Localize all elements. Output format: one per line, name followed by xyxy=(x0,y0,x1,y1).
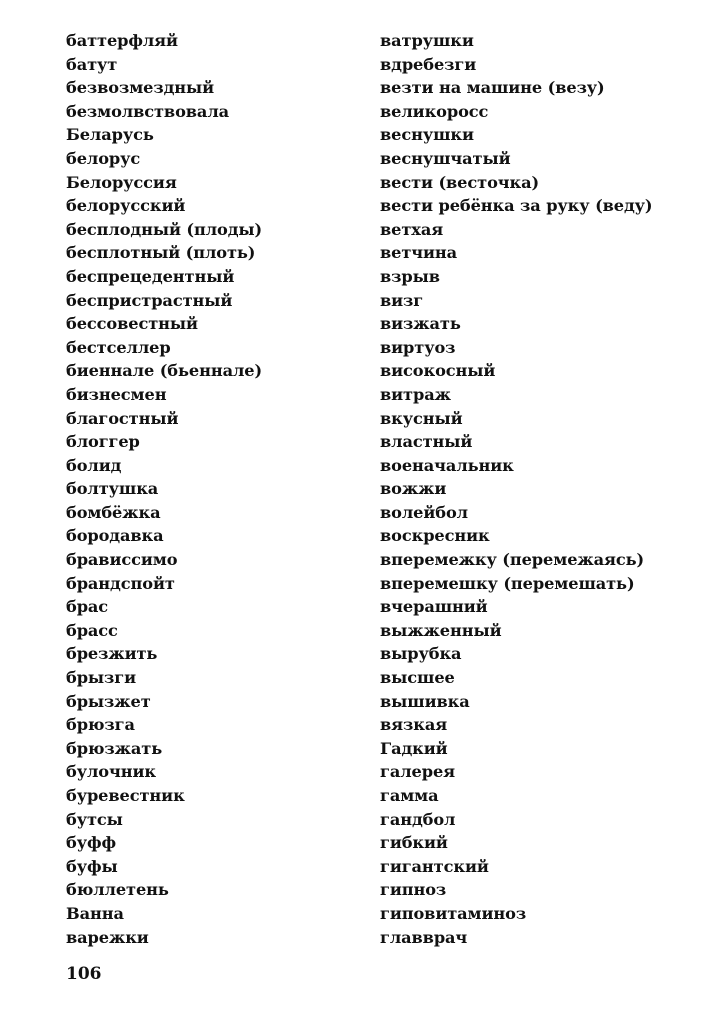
word-entry: бизнесмен xyxy=(66,384,167,404)
word-entry: бессовестный xyxy=(66,314,198,334)
word-entry: визг xyxy=(380,290,424,310)
word-entry: брюзжать xyxy=(66,738,163,758)
word-entry: гамма xyxy=(380,786,439,805)
word-entry: бомбёжка xyxy=(66,502,161,522)
word-entry: брызги xyxy=(66,668,136,688)
word-entry: булочник xyxy=(66,762,156,782)
word-entry: брас xyxy=(66,597,109,617)
word-entry: воскресник xyxy=(380,526,490,546)
word-entry: военачальник xyxy=(380,455,514,475)
word-entry: буфы xyxy=(66,856,118,876)
word-entry: вперемешку (перемешать) xyxy=(380,573,635,593)
word-entry: главврач xyxy=(380,927,468,947)
word-entry: брасс xyxy=(66,620,118,640)
page-number: 106 xyxy=(66,964,102,984)
word-entry: батут xyxy=(66,54,118,74)
word-entry: веснушки xyxy=(380,125,474,145)
word-entry: великоросс xyxy=(380,101,489,121)
word-entry: вперемежку (перемежаясь) xyxy=(380,550,645,570)
word-entry: безвозмездный xyxy=(66,78,215,98)
word-entry: блоггер xyxy=(66,432,140,452)
word-entry: вожжи xyxy=(380,479,447,499)
word-entry: взрыв xyxy=(380,266,440,286)
word-entry: буфф xyxy=(66,833,116,853)
word-entry: виртуоз xyxy=(380,337,456,357)
word-entry: бутсы xyxy=(66,809,123,829)
word-entry: бесплодный (плоды) xyxy=(66,219,263,239)
word-entry: гандбол xyxy=(380,809,456,829)
word-entry: биеннале (бьеннале) xyxy=(66,361,263,381)
word-entry: высшее xyxy=(380,668,455,688)
word-entry: визжать xyxy=(380,314,461,334)
word-entry: белорусский xyxy=(66,196,186,216)
word-entry: гигантский xyxy=(380,856,489,876)
word-list-right xyxy=(380,29,700,949)
word-entry: болтушка xyxy=(66,479,159,499)
word-entry: галерея xyxy=(380,762,455,782)
word-entry: витраж xyxy=(380,384,451,404)
word-entry: веснушчатый xyxy=(380,148,511,168)
word-entry: варежки xyxy=(66,927,149,947)
word-list-left xyxy=(66,29,366,949)
word-entry: бюллетень xyxy=(66,880,169,900)
word-entry: Беларусь xyxy=(66,125,154,145)
word-entry: беспристрастный xyxy=(66,290,233,310)
word-entry: властный xyxy=(380,432,473,452)
word-entry: Гадкий xyxy=(380,738,448,758)
word-entry: благостный xyxy=(66,408,179,428)
word-entry: брезжить xyxy=(66,644,158,664)
word-entry: гиповитаминоз xyxy=(380,903,527,923)
word-entry: ветхая xyxy=(380,219,444,239)
word-entry: вести ребёнка за руку (веду) xyxy=(380,196,653,216)
word-entry: вкусный xyxy=(380,408,463,428)
word-entry: безмолвствовала xyxy=(66,101,230,121)
word-entry: брюзга xyxy=(66,715,135,735)
word-entry: бестселлер xyxy=(66,337,171,357)
word-entry: бородавка xyxy=(66,526,164,546)
word-entry: брависсимо xyxy=(66,550,178,570)
word-entry: вязкая xyxy=(380,715,448,735)
word-entry: беспрецедентный xyxy=(66,266,235,286)
word-entry: брызжет xyxy=(66,691,151,711)
word-entry: гибкий xyxy=(380,833,448,853)
word-entry: вдребезги xyxy=(380,54,477,74)
word-entry: Белоруссия xyxy=(66,172,177,192)
word-entry: бесплотный (плоть) xyxy=(66,243,256,263)
word-entry: баттерфляй xyxy=(66,31,178,50)
word-entry: белорус xyxy=(66,148,141,168)
word-entry: ватрушки xyxy=(380,31,474,50)
word-entry: вырубка xyxy=(380,644,462,664)
word-entry: вести (весточка) xyxy=(380,172,540,192)
word-entry: високосный xyxy=(380,361,496,381)
word-entry: волейбол xyxy=(380,502,468,522)
word-entry: везти на машине (везу) xyxy=(380,78,605,98)
word-entry: брандспойт xyxy=(66,573,175,593)
word-entry: выжженный xyxy=(380,620,502,640)
word-entry: ветчина xyxy=(380,243,458,263)
word-entry: вышивка xyxy=(380,691,470,711)
word-entry: вчерашний xyxy=(380,597,488,617)
word-entry: Ванна xyxy=(66,903,124,923)
word-entry: болид xyxy=(66,455,122,475)
word-entry: буревестник xyxy=(66,786,185,805)
word-entry: гипноз xyxy=(380,880,447,900)
